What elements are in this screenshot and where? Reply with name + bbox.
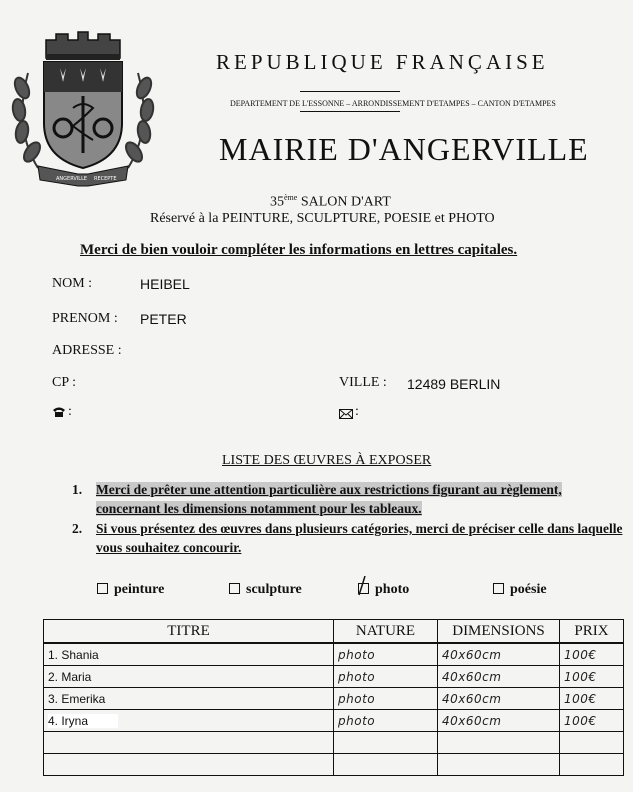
- cell-prix[interactable]: 100€: [560, 643, 624, 666]
- adresse-label: ADRESSE :: [52, 343, 122, 358]
- note-text: Merci de prêter une attention particulière aux restrictions figurant au règlement, concernant les dimensions notamment pour les tableaux.: [96, 482, 562, 516]
- cell-dimensions[interactable]: 40x60cm: [438, 666, 560, 688]
- cell-titre-text: 4. Iryna: [48, 714, 118, 728]
- category-photo[interactable]: photo: [358, 582, 409, 598]
- prenom-value[interactable]: PETER: [140, 311, 187, 327]
- works-table: [43, 619, 624, 776]
- cell-nature[interactable]: photo: [334, 710, 438, 732]
- category-peinture[interactable]: peinture: [97, 582, 164, 598]
- salon-name: SALON D'ART: [300, 194, 391, 210]
- cell-titre[interactable]: [44, 732, 334, 754]
- cell-titre[interactable]: [44, 754, 334, 776]
- category-poesie[interactable]: poésie: [493, 582, 547, 598]
- envelope-icon: [339, 406, 353, 416]
- salon-reserved-line: Réservé à la PEINTURE, SCULPTURE, POESIE et PHOTO: [150, 211, 495, 226]
- checkbox-checked-icon[interactable]: [358, 583, 369, 594]
- mairie-title: MAIRIE D'ANGERVILLE: [219, 131, 589, 167]
- ville-label: VILLE :: [339, 375, 387, 390]
- ville-value[interactable]: 12489 BERLIN: [407, 376, 501, 392]
- works-list-title: LISTE DES ŒUVRES À EXPOSER: [222, 453, 432, 468]
- crest-motto-left: ANGERVILLE: [56, 176, 88, 182]
- checkbox-icon[interactable]: [229, 583, 240, 594]
- cp-label: CP :: [52, 375, 76, 390]
- cell-prix[interactable]: 100€: [560, 710, 624, 732]
- category-sculpture[interactable]: sculpture: [229, 582, 302, 598]
- phone-icon: [52, 405, 66, 417]
- department-line: DEPARTEMENT DE L'ESSONNE – ARRONDISSEMENT D'ETAMPES – CANTON D'ETAMPES: [230, 99, 556, 108]
- cell-dimensions[interactable]: 40x60cm: [438, 710, 560, 732]
- note-text: Si vous présentez des œuvres dans plusieurs catégories, merci de préciser celle dans laquelle vous souhaitez concourir.: [96, 521, 623, 555]
- header-divider-top: [300, 91, 400, 92]
- cell-prix[interactable]: 100€: [560, 688, 624, 710]
- coat-of-arms-crest: [8, 28, 158, 188]
- table-row: [44, 643, 624, 666]
- cell-dimensions[interactable]: [438, 732, 560, 754]
- crest-motto-right: RECEPTE: [94, 176, 117, 182]
- phone-label: :: [68, 404, 72, 419]
- table-row: [44, 710, 624, 732]
- header-nature: NATURE: [334, 620, 438, 644]
- cell-dimensions[interactable]: [438, 754, 560, 776]
- checkbox-icon[interactable]: [493, 583, 504, 594]
- cell-prix[interactable]: [560, 732, 624, 754]
- email-label: :: [355, 404, 359, 419]
- table-row: [44, 732, 624, 754]
- cell-nature[interactable]: [334, 732, 438, 754]
- cell-prix[interactable]: [560, 754, 624, 776]
- table-header-row: [44, 620, 624, 644]
- header-title: REPUBLIQUE FRANÇAISE: [216, 50, 549, 74]
- cell-nature[interactable]: photo: [334, 688, 438, 710]
- table-row: [44, 666, 624, 688]
- checkbox-icon[interactable]: [97, 583, 108, 594]
- note-item: 1. Merci de prêter une attention particulière aux restrictions figurant au règlement, concernant les dimensions notamment pour les tableaux.: [72, 482, 562, 516]
- capital-letters-instruction: Merci de bien vouloir compléter les informations en lettres capitales.: [80, 242, 518, 258]
- table-row: [44, 754, 624, 776]
- cell-nature[interactable]: photo: [334, 666, 438, 688]
- salon-number: 35: [270, 194, 284, 210]
- note-item: 2. Si vous présentez des œuvres dans plusieurs catégories, merci de préciser celle dans laquelle vous souhaitez concourir.: [72, 521, 623, 555]
- cell-titre[interactable]: 3. Emerika: [44, 688, 334, 710]
- nom-label: NOM :: [52, 276, 93, 291]
- cell-nature[interactable]: photo: [334, 643, 438, 666]
- prenom-label: PRENOM :: [52, 311, 118, 326]
- header-divider-bottom: [300, 111, 400, 112]
- cell-dimensions[interactable]: 40x60cm: [438, 643, 560, 666]
- cell-titre[interactable]: 1. Shania: [44, 643, 334, 666]
- salon-title: [270, 193, 391, 211]
- notes-list: [68, 480, 623, 558]
- header-titre: TITRE: [44, 620, 334, 644]
- header-prix: PRIX: [560, 620, 624, 644]
- table-row: [44, 688, 624, 710]
- cell-titre[interactable]: 2. Maria: [44, 666, 334, 688]
- salon-ordinal: ème: [284, 193, 298, 202]
- nom-value[interactable]: HEIBEL: [140, 276, 190, 292]
- header-dimensions: DIMENSIONS: [438, 620, 560, 644]
- cell-prix[interactable]: 100€: [560, 666, 624, 688]
- cell-dimensions[interactable]: 40x60cm: [438, 688, 560, 710]
- cell-titre[interactable]: [44, 710, 334, 732]
- cell-nature[interactable]: [334, 754, 438, 776]
